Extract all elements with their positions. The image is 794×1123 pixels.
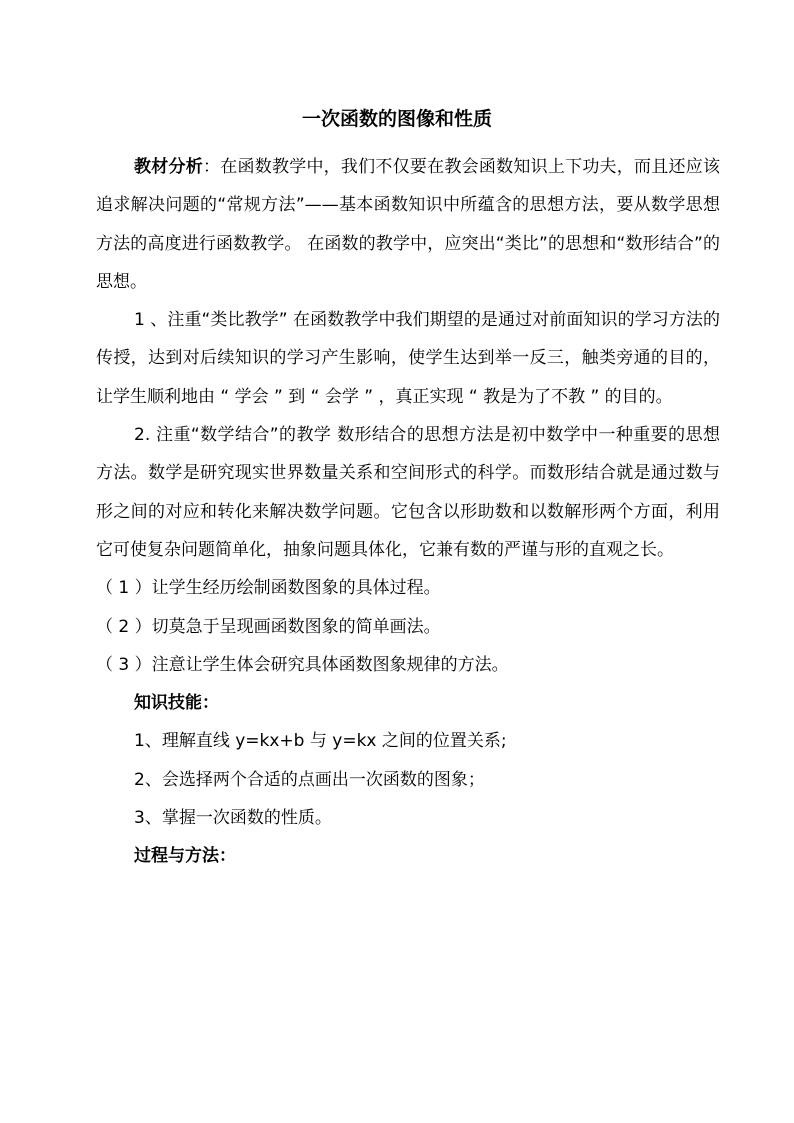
analysis-text: ：在函数教学中，我们不仅要在教会函数知识上下功夫，而且还应该追求解决问题的“常规方法”——基本函数知识中所蕴含的思想方法，要从数学思想方法的高度进行函数教学。 在函数的教学中，应突出“类比”的思想和“数形结合”的思想。 xyxy=(96,157,721,292)
document-body xyxy=(96,148,720,876)
point-2-paragraph: 2. 注重“数学结合”的教学 数形结合的思想方法是初中数学中一种重要的思想方法。数学是研究现实世界数量关系和空间形式的科学。而数形结合就是通过数与形之间的对应和转化来解决数学问题。它包含以形助数和以数解形两个方面，利用它可使复杂问题简单化，抽象问题具体化，它兼有数的严谨与形的直观之长。 xyxy=(96,425,720,560)
sub-item-1: （ 1 ）让学生经历绘制函数图象的具体过程。 xyxy=(96,578,441,599)
skill-item-2: 2、会选择两个合适的点画出一次函数的图象； xyxy=(134,769,485,790)
skill-item-1: 1、理解直线 y=kx+b 与 y=kx 之间的位置关系; xyxy=(134,731,507,752)
page-title: 一次函数的图像和性质 xyxy=(301,108,492,130)
analysis-label: 教材分析 xyxy=(134,157,203,177)
process-heading: 过程与方法： xyxy=(134,846,236,867)
point-1-paragraph: 1 、注重“类比教学” 在函数教学中我们期望的是通过对前面知识的学习方法的传授，达到对后续知识的学习产生影响，使学生达到举一反三，触类旁通的目的，让学生顺利地由 “ 学会 ” 到 “ 会学 ” ，真正实现 “ 教是为了不教 ” 的目的。 xyxy=(96,310,720,407)
sub-item-2: （ 2 ）切莫急于呈现画函数图象的简单画法。 xyxy=(96,616,441,637)
sub-item-3: （ 3 ）注意让学生体会研究具体函数图象规律的方法。 xyxy=(96,654,509,675)
skill-item-3: 3、掌握一次函数的性质。 xyxy=(134,808,332,829)
analysis-paragraph xyxy=(96,148,720,301)
skills-heading: 知识技能： xyxy=(134,693,219,714)
